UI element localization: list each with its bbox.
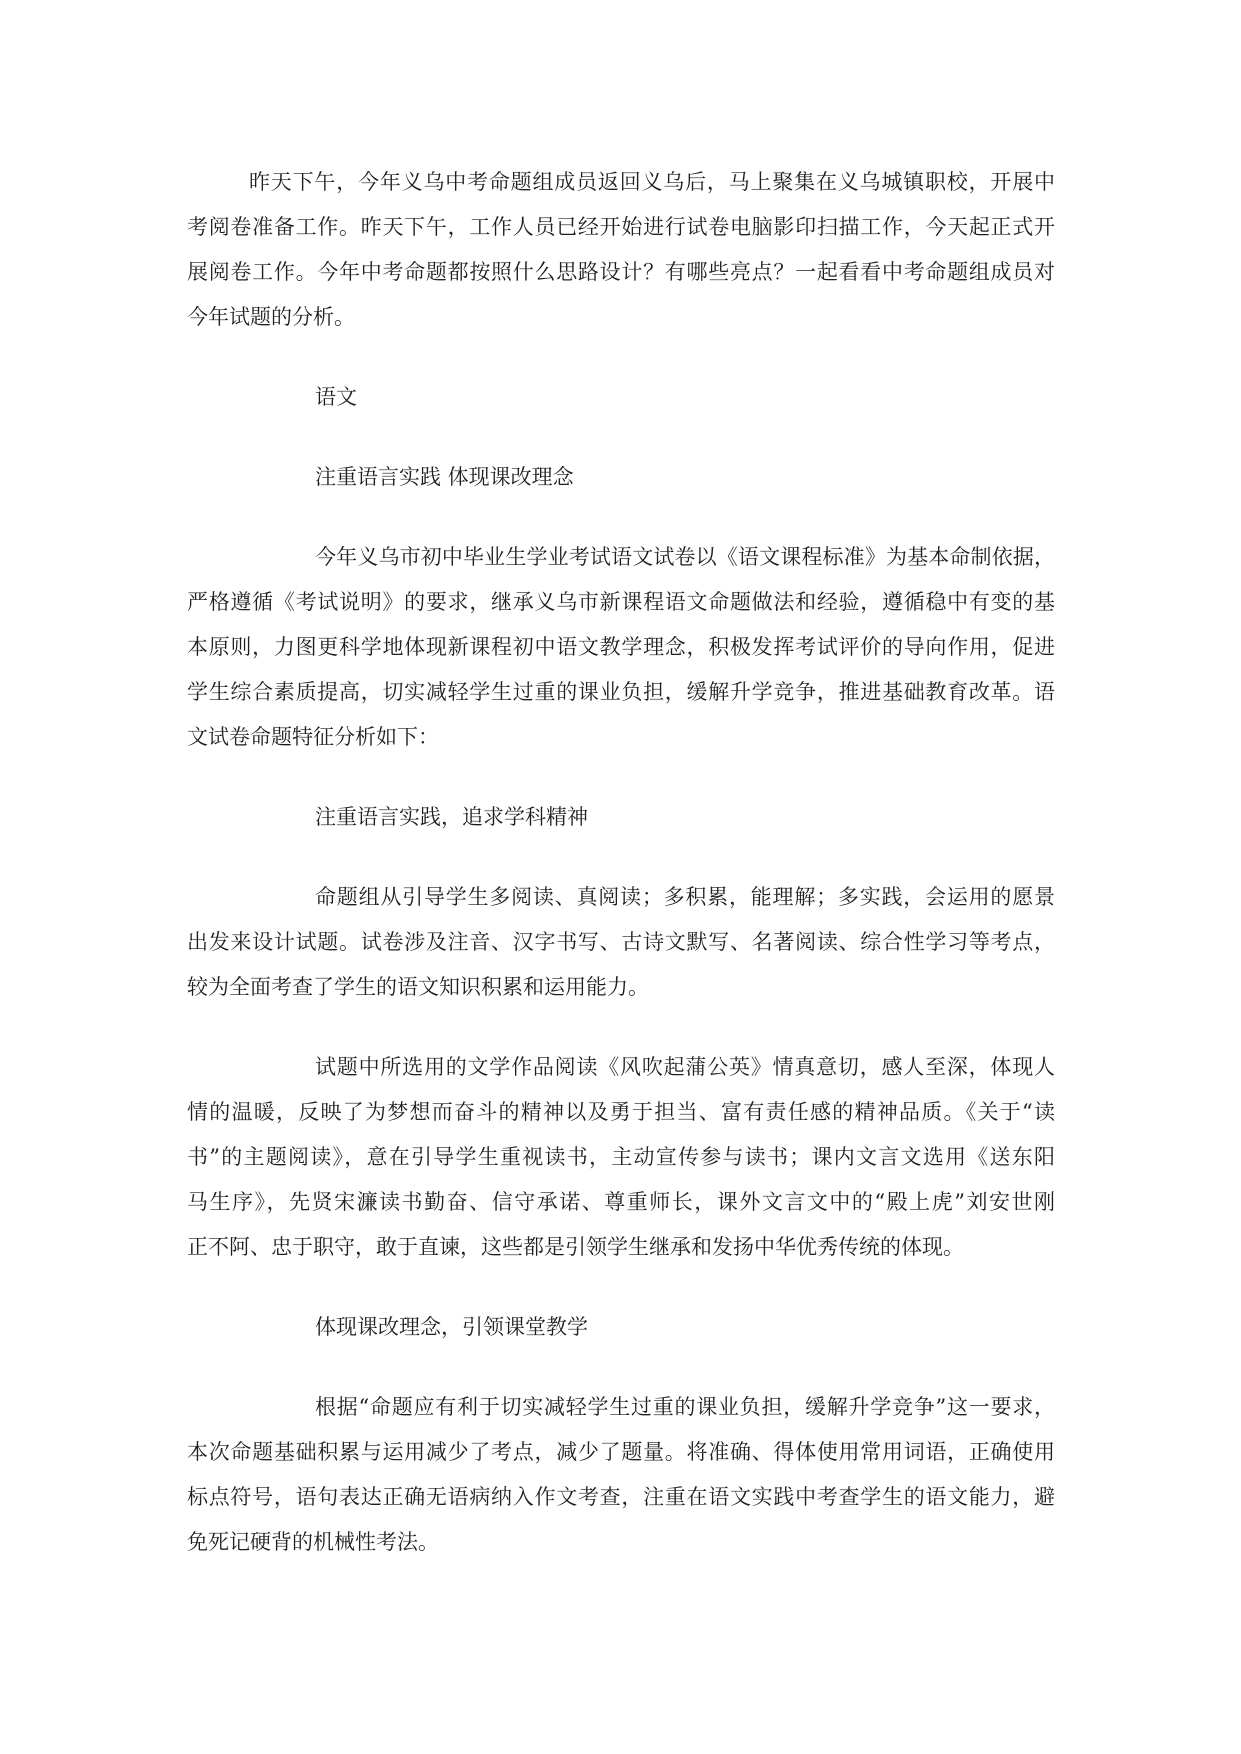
subsection-heading	[187, 1305, 1055, 1350]
intro-paragraph	[187, 160, 1055, 340]
section-title-text: 注重语言实践 体现课改理念	[315, 465, 574, 489]
paragraph-line: 试题中所选用的文学作品阅读《风吹起蒲公英》情真意切，感人至深，体现人	[315, 1055, 1055, 1079]
paragraph-line: 昨天下午，今年义乌中考命题组成员返回义乌后，马上聚集在义乌城镇职校，开展中	[249, 170, 1055, 194]
paragraph-line: 标点符号，语句表达正确无语病纳入作文考查，注重在语文实践中考查学生的语文能力，避	[187, 1485, 1055, 1509]
paragraph-line: 较为全面考查了学生的语文知识积累和运用能力。	[187, 975, 649, 999]
paragraph-line: 严格遵循《考试说明》的要求，继承义乌市新课程语文命题做法和经验，遵循稳中有变的基	[187, 590, 1055, 614]
subsection-heading-text: 注重语言实践，追求学科精神	[315, 805, 588, 829]
paragraph-line: 今年试题的分析。	[187, 305, 355, 329]
paragraph-line: 马生序》，先贤宋濂读书勤奋、信守承诺、尊重师长，课外文言文中的“殿上虎”刘安世刚	[187, 1190, 1055, 1214]
paragraph-line: 考阅卷准备工作。昨天下午，工作人员已经开始进行试卷电脑影印扫描工作，今天起正式开	[187, 215, 1055, 239]
paragraph-line: 书”的主题阅读》，意在引导学生重视读书，主动宣传参与读书；课内文言文选用《送东阳	[187, 1145, 1055, 1169]
paragraph-line: 展阅卷工作。今年中考命题都按照什么思路设计？有哪些亮点？一起看看中考命题组成员对	[187, 260, 1055, 284]
body-paragraph	[187, 1385, 1055, 1565]
paragraph-line: 正不阿、忠于职守，敢于直谏，这些都是引领学生继承和发扬中华优秀传统的体现。	[187, 1235, 964, 1259]
paragraph-line: 情的温暖，反映了为梦想而奋斗的精神以及勇于担当、富有责任感的精神品质。《关于“读	[187, 1100, 1055, 1124]
body-paragraph	[187, 1045, 1055, 1270]
subsection-heading	[187, 795, 1055, 840]
overview-paragraph	[187, 535, 1055, 760]
paragraph-line: 今年义乌市初中毕业生学业考试语文试卷以《语文课程标准》为基本命制依据，	[315, 545, 1055, 569]
subject-title	[187, 375, 1055, 420]
paragraph-line: 命题组从引导学生多阅读、真阅读；多积累，能理解；多实践，会运用的愿景	[315, 885, 1055, 909]
section-title	[187, 455, 1055, 500]
subsection-heading-text: 体现课改理念，引领课堂教学	[315, 1315, 588, 1339]
document-body	[187, 160, 1055, 1600]
paragraph-line: 文试卷命题特征分析如下：	[187, 725, 439, 749]
paragraph-line: 本原则，力图更科学地体现新课程初中语文教学理念，积极发挥考试评价的导向作用，促进	[187, 635, 1055, 659]
paragraph-line: 根据“命题应有利于切实减轻学生过重的课业负担，缓解升学竞争”这一要求，	[315, 1395, 1055, 1419]
paragraph-line: 免死记硬背的机械性考法。	[187, 1530, 439, 1554]
paragraph-line: 本次命题基础积累与运用减少了考点，减少了题量。将准确、得体使用常用词语，正确使用	[187, 1440, 1055, 1464]
body-paragraph	[187, 875, 1055, 1010]
paragraph-line: 学生综合素质提高，切实减轻学生过重的课业负担，缓解升学竞争，推进基础教育改革。语	[187, 680, 1055, 704]
subject-title-text: 语文	[315, 385, 357, 409]
paragraph-line: 出发来设计试题。试卷涉及注音、汉字书写、古诗文默写、名著阅读、综合性学习等考点，	[187, 930, 1055, 954]
